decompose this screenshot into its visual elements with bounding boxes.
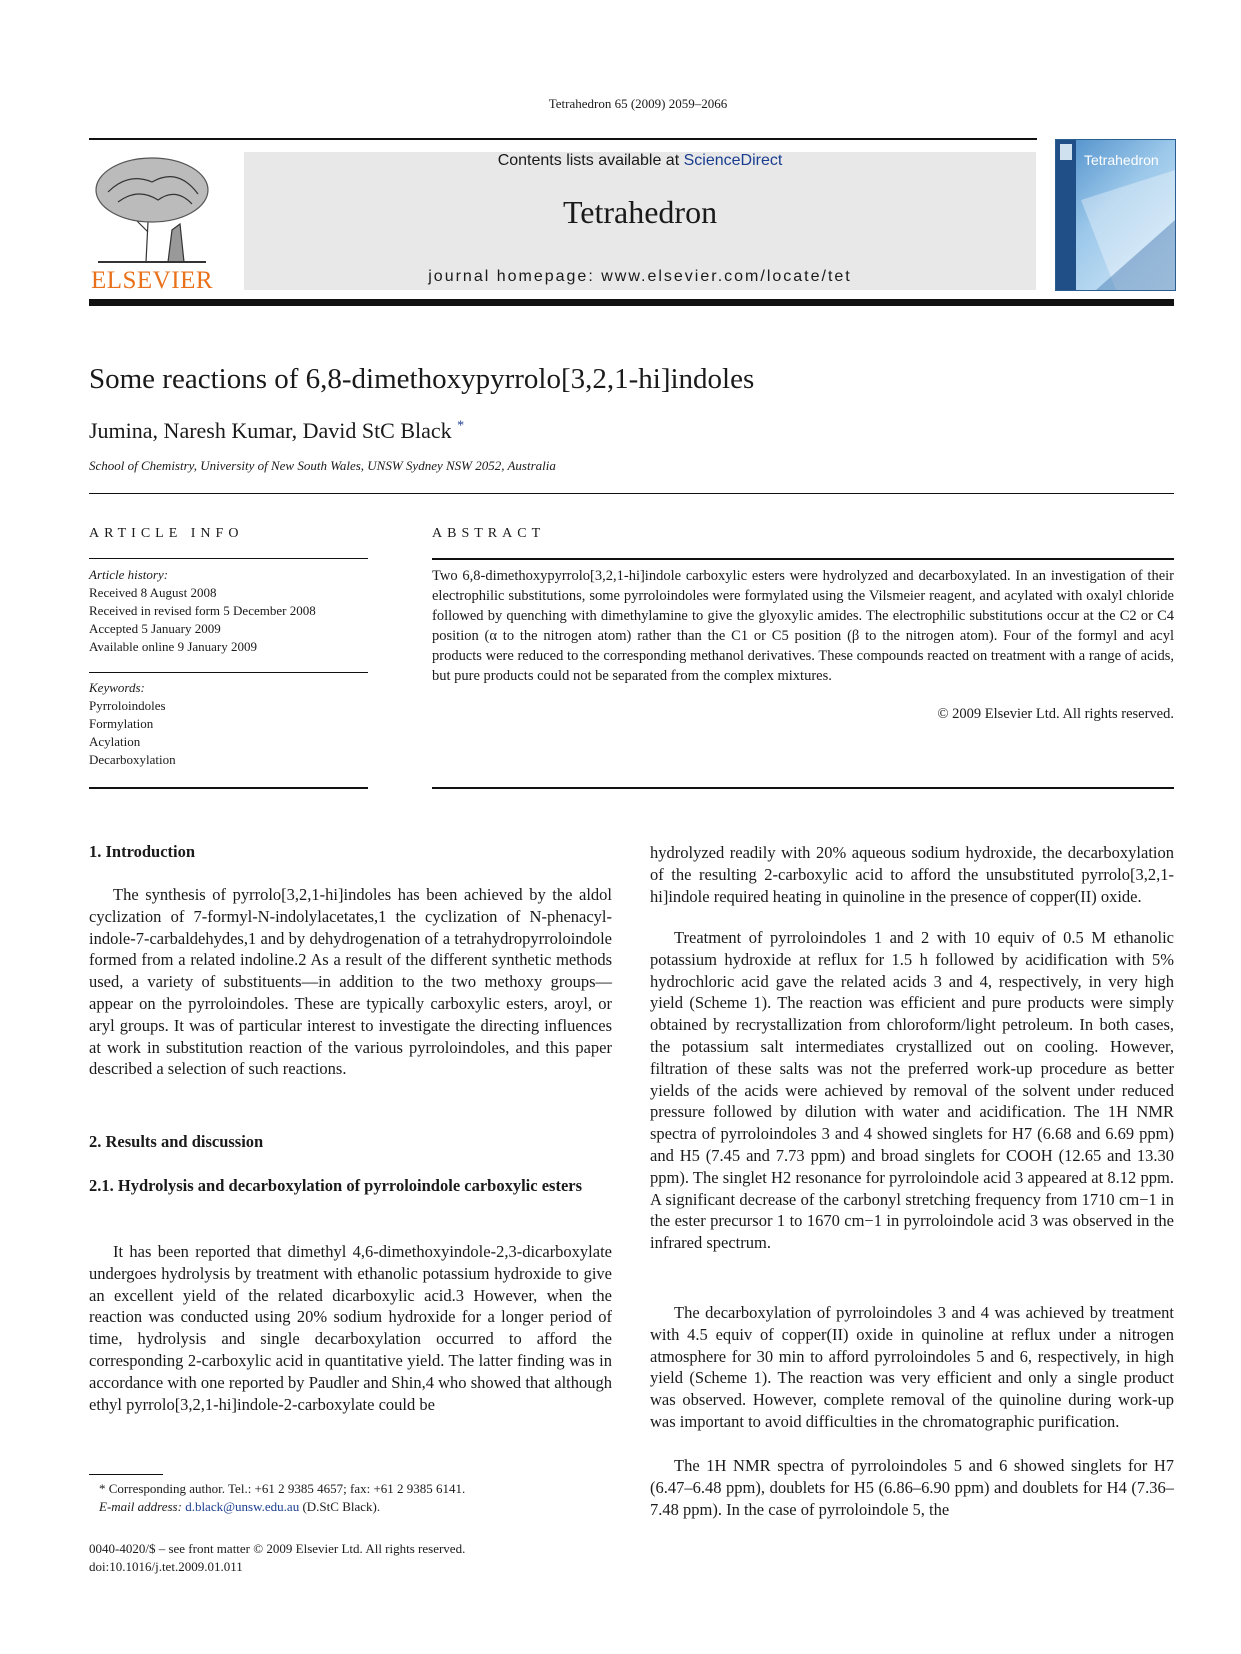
abstract-text: Two 6,8-dimethoxypyrrolo[3,2,1-hi]indole carboxylic esters were hydrolyzed and decarboxylated. In an investigation of their electrophilic substitutions, some pyrroloindoles were formylated using the Vilsmeier reagent, and acylated with oxalyl chloride followed by quenching with dimethylamine to give the glyoxylic amides. The electrophilic substitutions occur at the C2 or C4 position (α to the nitrogen atom) rather than the C1 or C5 position (β to the nitrogen atom). Four of the formyl and acyl products were reduced to the corresponding methanol derivatives. These compounds reacted on treatment with a range of acids, but pure products could not be separated from the complex mixtures.	[432, 568, 1174, 684]
footnote	[99, 1480, 465, 1516]
keywords	[89, 679, 176, 769]
body-paragraph: The decarboxylation of pyrroloindoles 3 and 4 was achieved by treatment with 4.5 equiv of copper(II) oxide in quinoline at reflux under a nitrogen atmosphere for 30 min to afford pyrroloindoles 5 and 6, respectively, in high yield (Scheme 1). The reaction was very efficient and only a single product was observed. However, complete removal of the quinoline during work-up was important to avoid difficulties in the chromatographic purification.	[650, 1303, 1174, 1431]
journal-cover-thumbnail[interactable]	[1055, 139, 1176, 291]
keyword-item: Pyrroloindoles	[89, 698, 166, 713]
article-info-bottom-rule	[89, 787, 368, 789]
keyword-item: Decarboxylation	[89, 752, 176, 767]
history-item: Accepted 5 January 2009	[89, 621, 221, 636]
sciencedirect-link[interactable]: ScienceDirect	[683, 152, 783, 169]
body-paragraph: The 1H NMR spectra of pyrroloindoles 5 and 6 showed singlets for H7 (6.47–6.48 ppm), doublets for H5 (6.86–6.90 ppm) and doublets for H4 (7.36–7.48 ppm). In the case of pyrroloindole 5, the	[650, 1456, 1174, 1519]
email-link[interactable]: d.black@unsw.edu.au	[185, 1499, 300, 1514]
issn-doi	[89, 1540, 465, 1576]
article-history	[89, 566, 316, 656]
contents-prefix: Contents lists available at	[497, 152, 680, 169]
history-item: Available online 9 January 2009	[89, 639, 257, 654]
corresponding-author-mark[interactable]: *	[457, 418, 465, 434]
history-item: Received 8 August 2008	[89, 585, 217, 600]
article-info-heading: ARTICLE INFO	[89, 526, 244, 541]
journal-homepage-link[interactable]: journal homepage: www.elsevier.com/locate/tet	[428, 268, 852, 285]
journal-citation: Tetrahedron 65 (2009) 2059–2066	[548, 96, 728, 111]
section-heading: 1. Introduction	[89, 842, 196, 861]
body-paragraph: hydrolyzed readily with 20% aqueous sodium hydroxide, the decarboxylation of the resulting 2-carboxylic acid to afford the unsubstituted pyrrolo[3,2,1-hi]indole required heating in quinoline in the presence of copper(II) oxide.	[650, 843, 1174, 906]
elsevier-logo[interactable]	[88, 152, 216, 294]
keywords-rule	[89, 672, 368, 673]
elsevier-tree-icon	[88, 152, 216, 264]
abstract-copyright: © 2009 Elsevier Ltd. All rights reserved.	[937, 706, 1174, 722]
footnote-rule	[89, 1474, 163, 1475]
author-list	[89, 418, 464, 444]
authors-text: Jumina, Naresh Kumar, David StC Black	[89, 418, 452, 443]
journal-banner	[244, 152, 1036, 290]
affiliation: School of Chemistry, University of New South Wales, UNSW Sydney NSW 2052, Australia	[89, 458, 556, 473]
keyword-item: Formylation	[89, 716, 154, 731]
body-paragraph: Treatment of pyrroloindoles 1 and 2 with 10 equiv of 0.5 M ethanolic potassium hydroxide at reflux for 1.5 h followed by acidification with 5% hydrochloric acid gave the related acids 3 and 4, respectively, in very high yield (Scheme 1). The reaction was efficient and pure products were simply obtained by recrystallization from chloroform/light petroleum. In both cases, the potassium salt intermediates crystallized out on cooling. However, filtration of these salts was not the preferred work-up procedure as better yields of the acids were achieved by removal of the solvent under reduced pressure followed by dilution with water and acidification. The 1H NMR spectra of pyrroloindoles 3 and 4 showed singlets for H7 (6.68 and 6.69 ppm) and H5 (7.45 and 7.73 ppm) and broad singlets for COOH (12.65 and 13.30 ppm). The singlet H2 resonance for pyrroloindole acid 3 appeared at 8.12 ppm. A significant decrease of the carbonyl stretching frequency from 1710 cm−1 in the ester precursor 1 to 1670 cm−1 in pyrroloindole acid 3 was observed in the infrared spectrum.	[650, 928, 1174, 1253]
contents-line	[244, 152, 1036, 170]
header-thick-rule	[89, 299, 1174, 306]
email-label: E-mail address:	[99, 1499, 182, 1514]
abstract-heading: ABSTRACT	[432, 526, 546, 541]
email-suffix: (D.StC Black).	[302, 1499, 381, 1514]
body-paragraph: It has been reported that dimethyl 4,6-dimethoxyindole-2,3-dicarboxylate undergoes hydrolysis by treatment with ethanolic potassium hydroxide to give an excellent yield of the related dicarboxylic acid.3 However, when the reaction was conducted using 20% sodium hydroxide for a longer period of time, hydrolysis and single decarboxylation occurred to afford the corresponding 2-carboxylic acid in quantitative yield. The latter finding was in accordance with one reported by Paudler and Shin,4 who showed that although ethyl pyrrolo[3,2,1-hi]indole-2-carboxylate could be	[89, 1242, 612, 1414]
keyword-item: Acylation	[89, 734, 141, 749]
email-line	[99, 1498, 465, 1516]
doi-link[interactable]: doi:10.1016/j.tet.2009.01.011	[89, 1559, 243, 1574]
journal-title: Tetrahedron	[562, 194, 718, 230]
article-title: Some reactions of 6,8-dimethoxypyrrolo[3,2,1-hi]indoles	[89, 363, 755, 395]
section-heading: 2. Results and discussion	[89, 1132, 264, 1151]
article-info-rule	[89, 558, 368, 559]
history-label: Article history:	[89, 567, 169, 582]
keywords-label: Keywords:	[89, 680, 145, 695]
issn-line: 0040-4020/$ – see front matter © 2009 Elsevier Ltd. All rights reserved.	[89, 1541, 466, 1556]
title-rule	[89, 493, 1174, 494]
history-item: Received in revised form 5 December 2008	[89, 603, 316, 618]
corresponding-author-note: * Corresponding author. Tel.: +61 2 9385 4657; fax: +61 2 9385 6141.	[99, 1481, 466, 1496]
abstract-bottom-rule	[432, 787, 1174, 789]
subsection-heading: 2.1. Hydrolysis and decarboxylation of pyrroloindole carboxylic esters	[89, 1176, 583, 1195]
elsevier-wordmark: ELSEVIER	[90, 267, 214, 294]
header-rule	[89, 138, 1037, 140]
abstract-rule	[432, 558, 1174, 560]
body-paragraph: The synthesis of pyrrolo[3,2,1-hi]indoles has been achieved by the aldol cyclization of 7-formyl-N-indolylacetates,1 the cyclization of N-phenacyl-indole-7-carbaldehydes,1 and by dehydrogenation of a tetrahydropyrroloindole formed from a related indoline.2 As a result of the different synthetic methods used, a variety of substituents—in addition to the two methoxy groups—appear on the pyrroloindoles. These are typically carboxylic esters, aroyl, or aryl groups. It was of particular interest to investigate the directing influences at work in substitution reaction of the various pyrroloindoles, and this paper described a selection of such reactions.	[89, 885, 612, 1079]
cover-title: Tetrahedron	[1084, 152, 1159, 168]
